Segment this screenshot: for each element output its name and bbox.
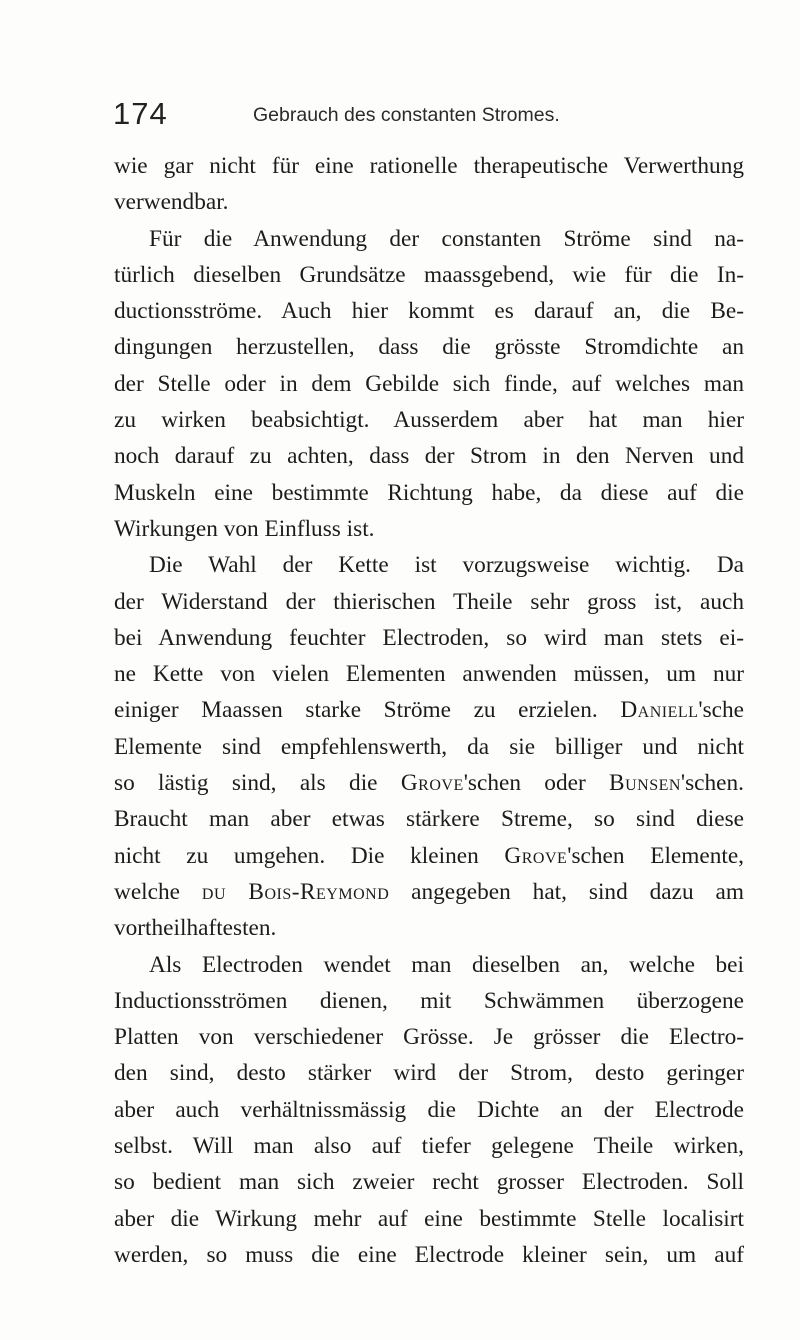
line-text: 'schen Elemente, (567, 842, 745, 869)
text-line: verwendbar. (114, 189, 229, 216)
author-name: Bunsen (609, 770, 681, 797)
text-line: Wirkungen von Einfluss ist. (114, 515, 375, 542)
text-line: aber auch verhältnissmässig die Dichte an der Electrode (114, 1096, 744, 1123)
text-line: wie gar nicht für eine rationelle therapeutische Verwerthung (114, 153, 744, 179)
text-line: Muskeln eine bestimmte Richtung habe, da diese auf die (114, 479, 744, 506)
running-title: Gebrauch des constanten Stromes. (253, 104, 560, 126)
line-text: welche (114, 878, 202, 905)
text-line: der Stelle oder in dem Gebilde sich finde, auf welches man (114, 370, 744, 397)
text-line: Als Electroden wendet man dieselben an, welche bei (149, 951, 744, 978)
line-text: 'schen oder (463, 770, 610, 797)
author-name: Grove (400, 770, 464, 797)
text-line: aber die Wirkung mehr auf eine bestimmte Stelle localisirt (114, 1205, 744, 1232)
line-text: nicht zu umgehen. Die kleinen (114, 842, 505, 869)
text-line: Die Wahl der Kette ist vorzugsweise wichtig. Da (149, 552, 744, 579)
line-text: so lästig sind, als die (114, 770, 401, 797)
text-line: werden, so muss die eine Electrode kleiner sein, um auf (114, 1241, 744, 1268)
line-text: angegeben hat, sind dazu am (389, 878, 744, 905)
body-text (114, 148, 744, 1273)
text-line: Elemente sind empfehlenswerth, da sie billiger und nicht (114, 733, 744, 760)
text-line: der Widerstand der thierischen Theile sehr gross ist, auch (114, 588, 744, 615)
text-line: zu wirken beabsichtigt. Ausserdem aber hat man hier (114, 407, 744, 434)
text-line (114, 692, 744, 728)
text-line: selbst. Will man also auf tiefer gelegene Theile wirken, (114, 1133, 744, 1160)
text-line (114, 874, 744, 910)
text-line: bei Anwendung feuchter Electroden, so wird man stets ei- (114, 624, 744, 651)
line-text: 'schen. (680, 770, 744, 797)
text-line: so bedient man sich zweier recht grosser Electroden. Soll (114, 1169, 744, 1196)
text-line: ne Kette von vielen Elementen anwenden müssen, um nur (114, 661, 744, 688)
text-line: Inductionsströmen dienen, mit Schwämmen überzogene (114, 987, 744, 1014)
author-name: Grove (504, 842, 568, 869)
author-name: du Bois-Reymond (201, 878, 390, 905)
text-line: vortheilhaftesten. (114, 915, 277, 942)
text-line: den sind, desto stärker wird der Strom, desto geringer (114, 1060, 744, 1087)
text-line: ductionsströme. Auch hier kommt es darauf an, die Be- (114, 298, 744, 325)
running-head (0, 94, 800, 134)
line-text: einiger Maassen starke Ströme zu erzielen. (114, 697, 621, 724)
text-line: Platten von verschiedener Grösse. Je grösser die Electro- (114, 1024, 744, 1051)
text-line: Für die Anwendung der constanten Ströme sind na- (149, 225, 744, 252)
author-name: Daniell (620, 697, 699, 724)
text-line: dingungen herzustellen, dass die grösste Stromdichte an (114, 334, 744, 361)
text-line: Braucht man aber etwas stärkere Streme, so sind diese (114, 806, 744, 833)
text-line (114, 765, 744, 801)
page-number: 174 (113, 96, 168, 131)
text-line: noch darauf zu achten, dass der Strom in den Nerven und (114, 443, 744, 470)
text-line (114, 838, 744, 874)
line-text: 'sche (698, 697, 744, 724)
text-line: türlich dieselben Grundsätze maassgebend, wie für die In- (114, 261, 744, 288)
